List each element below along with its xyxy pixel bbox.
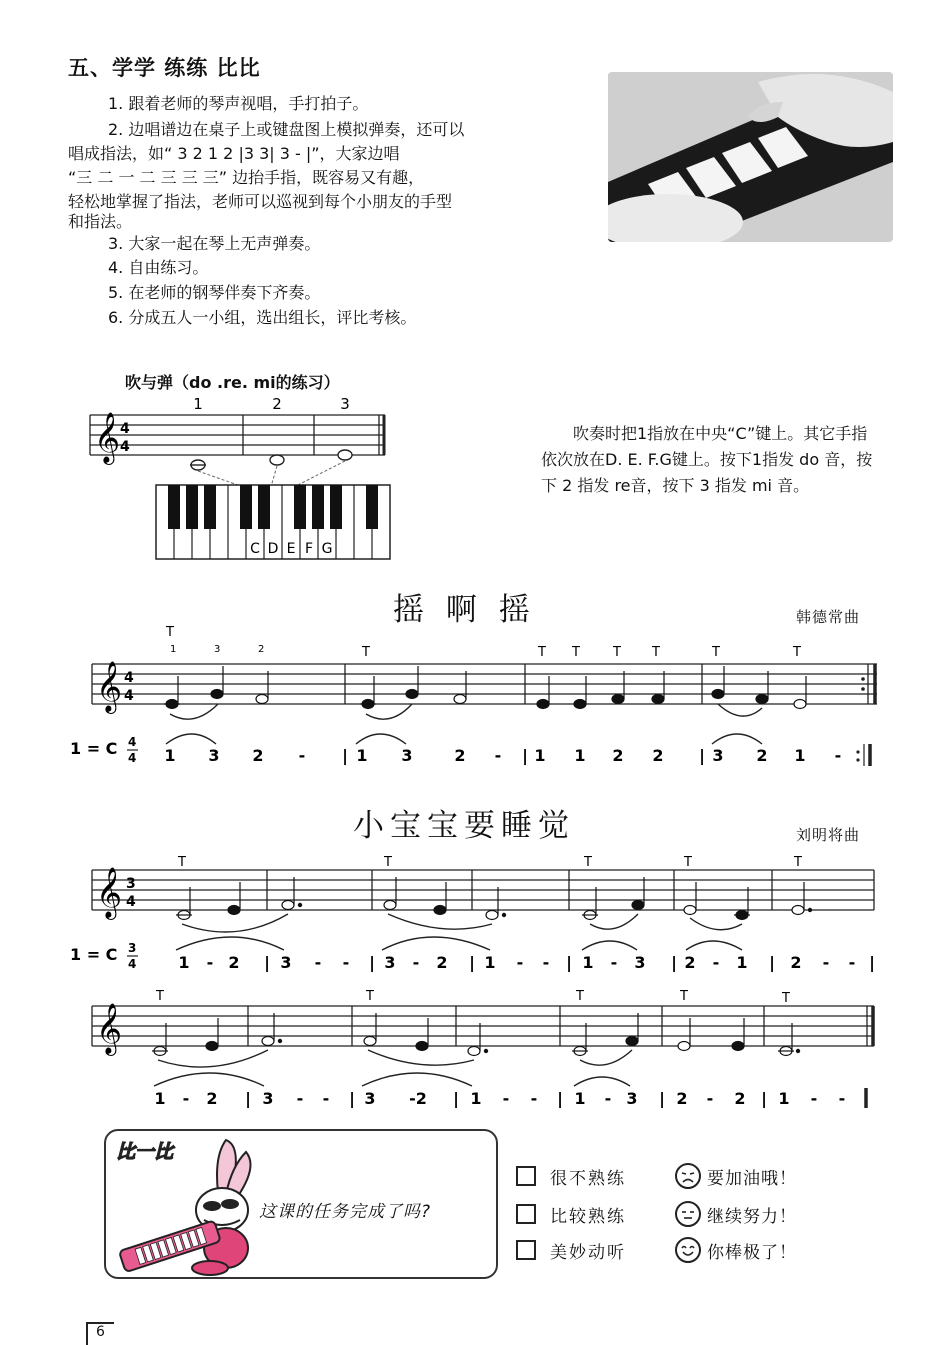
svg-text:4: 4 bbox=[120, 439, 130, 455]
check-label-unfamiliar: 很不熟练 bbox=[550, 1168, 626, 1189]
happy-face-icon bbox=[675, 1237, 701, 1263]
key-label-f: F bbox=[304, 541, 314, 557]
svg-text:T: T bbox=[538, 645, 546, 660]
neutral-face-icon bbox=[675, 1201, 701, 1227]
instruction-1: 1. 跟着老师的琴声视唱，手打拍子。 bbox=[108, 94, 369, 113]
checkbox-fairly-familiar[interactable] bbox=[516, 1204, 536, 1224]
bibi-question: 这课的任务完成了吗? bbox=[259, 1202, 432, 1222]
svg-text:2: 2 bbox=[756, 746, 768, 765]
do-re-mi-staff bbox=[80, 395, 400, 565]
svg-text:2: 2 bbox=[734, 1089, 746, 1108]
instruction-4: 4. 自由练习。 bbox=[108, 258, 209, 277]
instruction-6: 6. 分成五人一小组，选出组长，评比考核。 bbox=[108, 308, 417, 327]
svg-text:|: | bbox=[453, 1089, 459, 1108]
check-row-2 bbox=[516, 1201, 797, 1227]
svg-text:-: - bbox=[298, 746, 306, 765]
svg-text:4: 4 bbox=[126, 894, 136, 910]
svg-text:1: 1 bbox=[484, 953, 496, 972]
checkbox-wonderful[interactable] bbox=[516, 1240, 536, 1260]
svg-text:1: 1 bbox=[794, 746, 806, 765]
svg-text:|: | bbox=[761, 1089, 767, 1108]
instruction-2-line4: 轻松地掌握了指法，老师可以巡视到每个小朋友的手型 bbox=[68, 192, 453, 211]
svg-text:T: T bbox=[613, 645, 621, 660]
check-row-1 bbox=[516, 1163, 797, 1189]
svg-text:-: - bbox=[530, 1089, 538, 1108]
face-text-happy: 你棒极了！ bbox=[707, 1242, 797, 1263]
svg-text:3: 3 bbox=[401, 746, 413, 765]
svg-text:-: - bbox=[706, 1089, 714, 1108]
key-label-c: C bbox=[250, 541, 260, 557]
note-re bbox=[270, 455, 284, 465]
svg-text:-: - bbox=[314, 953, 322, 972]
svg-text:|: | bbox=[566, 953, 572, 972]
svg-text:-2: -2 bbox=[409, 1089, 427, 1108]
svg-text:3: 3 bbox=[262, 1089, 274, 1108]
svg-text:2: 2 bbox=[258, 644, 265, 655]
svg-text:T: T bbox=[156, 989, 164, 1004]
svg-text:4: 4 bbox=[124, 670, 134, 686]
svg-text:1: 1 bbox=[164, 746, 176, 765]
instruction-2: 2. 边唱谱边在桌子上或键盘图上模拟弹奏，还可以 bbox=[108, 120, 465, 139]
svg-text:-: - bbox=[822, 953, 830, 972]
svg-text:4: 4 bbox=[124, 688, 134, 704]
bunny-melodica-icon bbox=[114, 1136, 254, 1276]
section-title: 五、学学 练练 比比 bbox=[68, 56, 261, 80]
svg-text:2: 2 bbox=[436, 953, 448, 972]
svg-text:3: 3 bbox=[208, 746, 220, 765]
svg-text:2: 2 bbox=[206, 1089, 218, 1108]
svg-text:-: - bbox=[610, 953, 618, 972]
fingering-note: 吹奏时把1指放在中央“C”键上。其它手指依次放在D. E. F.G键上。按下1指发 do 音，按下 2 指发 re音，按下 3 指发 mi 音。 bbox=[541, 424, 873, 495]
instruction-2-line5: 和指法。 bbox=[68, 212, 133, 231]
song1-key: 1 = C bbox=[70, 739, 118, 758]
sad-face-icon bbox=[675, 1163, 701, 1189]
song1-composer: 韩德常曲 bbox=[796, 608, 861, 626]
checkbox-unfamiliar[interactable] bbox=[516, 1166, 536, 1186]
svg-text:|: | bbox=[557, 1089, 563, 1108]
svg-text:T: T bbox=[384, 855, 392, 870]
svg-text:-: - bbox=[604, 1089, 612, 1108]
song2-composer: 刘明将曲 bbox=[796, 826, 861, 844]
key-label-g: G bbox=[321, 541, 333, 557]
svg-text:T: T bbox=[166, 625, 174, 640]
svg-text:3: 3 bbox=[634, 953, 646, 972]
svg-text:|: | bbox=[245, 1089, 251, 1108]
svg-text:-: - bbox=[342, 953, 350, 972]
instruction-3: 3. 大家一起在琴上无声弹奏。 bbox=[108, 234, 321, 253]
bibi-label: 比一比 bbox=[116, 1141, 174, 1163]
key-label-e: E bbox=[286, 541, 296, 557]
page-number: 6 bbox=[86, 1322, 114, 1345]
svg-text:2: 2 bbox=[684, 953, 696, 972]
svg-text:|: | bbox=[769, 953, 775, 972]
svg-text:2: 2 bbox=[652, 746, 664, 765]
svg-text:2: 2 bbox=[676, 1089, 688, 1108]
blow-caption: 吹与弹（do .re. mi的练习） bbox=[125, 373, 340, 392]
svg-text:T: T bbox=[366, 989, 374, 1004]
key-label-d: D bbox=[267, 541, 279, 557]
check-label-wonderful: 美妙动听 bbox=[550, 1242, 626, 1263]
svg-text:1: 1 bbox=[154, 1089, 166, 1108]
face-text-sad: 要加油哦！ bbox=[707, 1168, 797, 1189]
svg-text:-: - bbox=[848, 953, 856, 972]
svg-text:1: 1 bbox=[470, 1089, 482, 1108]
finger-2: 2 bbox=[272, 395, 282, 413]
svg-text:T: T bbox=[684, 855, 692, 870]
face-text-neutral: 继续努力！ bbox=[707, 1206, 797, 1227]
melodica-photo bbox=[608, 72, 893, 242]
svg-text:3: 3 bbox=[384, 953, 396, 972]
song2-jianpu-line2 bbox=[154, 1089, 845, 1109]
svg-text:1: 1 bbox=[582, 953, 594, 972]
svg-text:4: 4 bbox=[128, 957, 137, 971]
svg-text:|: | bbox=[671, 953, 677, 972]
note-mi bbox=[338, 450, 352, 460]
svg-text:2: 2 bbox=[228, 953, 240, 972]
svg-text:T: T bbox=[794, 855, 802, 870]
svg-text:3: 3 bbox=[126, 876, 136, 892]
svg-text:T: T bbox=[793, 645, 801, 660]
svg-text:|: | bbox=[469, 953, 475, 972]
svg-text:3: 3 bbox=[364, 1089, 376, 1108]
svg-text:T: T bbox=[178, 855, 186, 870]
finger-numbers bbox=[193, 395, 350, 413]
song1-title: 摇 啊 摇 bbox=[393, 592, 536, 628]
svg-text:𝄞: 𝄞 bbox=[96, 1003, 123, 1054]
svg-text:1: 1 bbox=[178, 953, 190, 972]
keyboard-diagram bbox=[156, 485, 390, 559]
song2-jianpu-line1 bbox=[178, 953, 874, 973]
instruction-2-line2: 唱成指法，如“ 3 2 1 2 |3 3| 3 - |”，大家边唱 bbox=[68, 144, 400, 163]
svg-text:-: - bbox=[494, 746, 502, 765]
svg-text:T: T bbox=[680, 989, 688, 1004]
svg-text:2: 2 bbox=[454, 746, 466, 765]
svg-text:𝄞: 𝄞 bbox=[96, 867, 123, 918]
svg-text:-: - bbox=[516, 953, 524, 972]
svg-text:1: 1 bbox=[170, 644, 177, 655]
svg-text:𝄞: 𝄞 bbox=[96, 661, 123, 712]
song2-key: 1 = C bbox=[70, 945, 118, 964]
svg-text:4: 4 bbox=[128, 751, 137, 765]
svg-text:1: 1 bbox=[574, 746, 586, 765]
svg-text:3: 3 bbox=[214, 644, 221, 655]
svg-text:|: | bbox=[264, 953, 270, 972]
treble-clef-icon: 𝄞 bbox=[94, 412, 121, 463]
svg-text:-: - bbox=[296, 1089, 304, 1108]
svg-text:|: | bbox=[342, 746, 348, 765]
instruction-2-line3: “三 二 一 二 三 三 三” 边抬手指，既容易又有趣， bbox=[68, 168, 425, 187]
check-row-3 bbox=[516, 1237, 797, 1263]
svg-text:1: 1 bbox=[574, 1089, 586, 1108]
instruction-5: 5. 在老师的钢琴伴奏下齐奏。 bbox=[108, 283, 321, 302]
svg-text:3: 3 bbox=[626, 1089, 638, 1108]
svg-text:-: - bbox=[502, 1089, 510, 1108]
svg-text:2: 2 bbox=[612, 746, 624, 765]
svg-text:|: | bbox=[659, 1089, 665, 1108]
song2-score-line2 bbox=[62, 982, 882, 1112]
svg-text:-: - bbox=[838, 1089, 846, 1108]
finger-1: 1 bbox=[193, 395, 203, 413]
svg-text:T: T bbox=[782, 991, 790, 1006]
song2-score-line1 bbox=[62, 848, 882, 978]
svg-text:3: 3 bbox=[712, 746, 724, 765]
svg-text:T: T bbox=[572, 645, 580, 660]
svg-text:-: - bbox=[810, 1089, 818, 1108]
check-label-fairly-familiar: 比较熟练 bbox=[550, 1206, 626, 1227]
svg-text:T: T bbox=[652, 645, 660, 660]
svg-text:|: | bbox=[869, 953, 875, 972]
svg-text:T: T bbox=[362, 645, 370, 660]
song1-score bbox=[62, 622, 882, 782]
svg-text:T: T bbox=[576, 989, 584, 1004]
svg-text:|: | bbox=[522, 746, 528, 765]
svg-text:-: - bbox=[412, 953, 420, 972]
svg-text:-: - bbox=[206, 953, 214, 972]
finger-3: 3 bbox=[340, 395, 350, 413]
svg-text:1: 1 bbox=[534, 746, 546, 765]
svg-text:1: 1 bbox=[356, 746, 368, 765]
song1-jianpu bbox=[164, 746, 841, 766]
svg-text:2: 2 bbox=[252, 746, 264, 765]
svg-text:-: - bbox=[322, 1089, 330, 1108]
svg-text:3: 3 bbox=[128, 941, 137, 955]
svg-text:4: 4 bbox=[120, 421, 130, 437]
svg-text:-: - bbox=[712, 953, 720, 972]
svg-text:T: T bbox=[712, 645, 720, 660]
svg-text:|: | bbox=[699, 746, 705, 765]
svg-text:-: - bbox=[182, 1089, 190, 1108]
svg-text:-: - bbox=[834, 746, 842, 765]
svg-text:4: 4 bbox=[128, 735, 137, 749]
svg-text:2: 2 bbox=[790, 953, 802, 972]
svg-text:-: - bbox=[542, 953, 550, 972]
song2-title: 小宝宝要睡觉 bbox=[353, 808, 575, 844]
svg-text:1: 1 bbox=[778, 1089, 790, 1108]
svg-text:|: | bbox=[369, 953, 375, 972]
svg-text:|: | bbox=[349, 1089, 355, 1108]
svg-text:T: T bbox=[584, 855, 592, 870]
svg-text:3: 3 bbox=[280, 953, 292, 972]
svg-text:1: 1 bbox=[736, 953, 748, 972]
